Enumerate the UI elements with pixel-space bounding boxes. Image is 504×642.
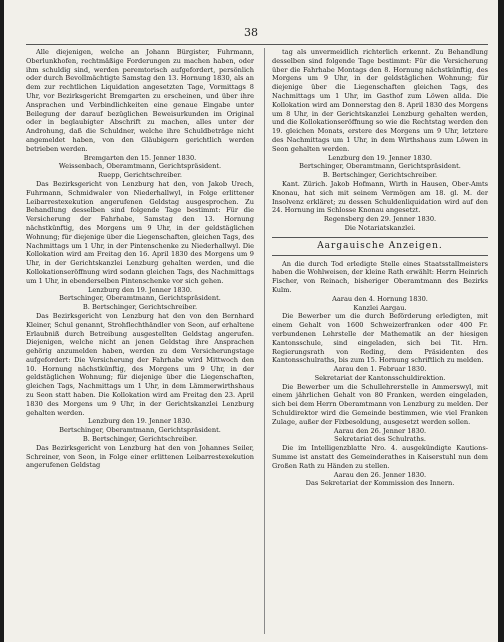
notice-paragraph: Das Bezirksgericht von Lenzburg hat den von den Bernhard Kleiner, Schul genannt, Strohflechthändler von Seon, auf erhaltene Erlaubniß durch Betreibung ausgestellten Geldstag angerufen. Diejenigen, welche nicht an jenen Geldstag ihre Ansprachen gehörig anzumelden haben, werden zu dem Versicherungstage aufgefordert: Die Versicherung der Fahrhabe wird Mittwoch den 10. Hornung nächstkünftig, des Morgens um 9 Uhr, in der geldstäglichen Wohnung; für diejenige über die Liegenschaften, gleichen Tags, Nachmittags um 1 Uhr, in dem Lämmerwirthshaus zu Seon statt haben. Die Kollokation wird am Freitag den 23. April 1830 des Morgens um 9 Uhr, in der Gerichtskanzlei Lenzburg gehalten werden. [26, 311, 254, 417]
notice-date: Lenzburg den 19. Jenner 1830. [87, 285, 193, 294]
clerk-signature: B. Bertschinger, Gerichtschreiber. [82, 303, 198, 312]
notice-paragraph: Die Bewerber um die durch Beförderung erledigten, mit einem Gehalt von 1600 Schweizerfranken oder 400 Fr. verbundenen Lehrstelle der Mathematik an der hiesigen Kantonsschule, sind eingeladen, sich bei Tit. Hrn. Regierungsrath von Reding, dem Präsidenten des Kantonsschulraths, bis zum 15. Hornung schriftlich zu melden. [272, 312, 488, 365]
notice-date: Bremgarten den 15. Jenner 1830. [83, 153, 197, 162]
notice-date: Aarau den 26. Jenner 1830. [333, 426, 427, 435]
right-column [272, 48, 488, 488]
section-rule [272, 237, 488, 238]
notice-paragraph: An die durch Tod erledigte Stelle eines Staatsstallmeisters haben die Wohlweisen, der kleine Rath erwählt: Herrn Heinrich Fischer, von Reinach, bisheriger Oberamtmann des Bezirks Kulm. [272, 259, 488, 294]
notice-paragraph: Das Bezirksgericht von Lenzburg hat den, von Jakob Urech, Fuhrmann, Schmidwaler von Niederhallwyl, in Folge erlittener Leibarrestexekution angerufenen Geldstag ausgesprochen. Zu Behandlung desselben sind folgende Tage bestimmt: Für die Versicherung der Fahrhabe, Samstag den 13. Hornung nächstkünftig, des Morgens um 9 Uhr, in der geldstäglichen Wohnung; für diejenige über die Liegenschaften, gleichen Tags, des Nachmittags um 1 Uhr, in der Pintenschenke zu Niederhallwyl. Die Kollokation wird am Freitag den 16. April 1830 des Morgens um 9 Uhr, in der Gerichtskanzlei Lenzburg gehalten werden, und die Kollokationseröffnung wird sodann gleichen Tags, des Nachmittags um 1 Uhr, in ebenderselben Pintenschenke vor sich gehen. [26, 179, 254, 285]
newspaper-page [4, 0, 498, 642]
notice-date: Lenzburg den 19. Jenner 1830. [327, 153, 433, 162]
notice-paragraph: Die im Intelligenzblatte Nro. 4. ausgekündigte Kautions-Summe ist anstatt des Gemeinderathes in Kaiserstuhl nun dem Großen Rath zu Händen zu stellen. [272, 444, 488, 470]
notice-paragraph: Alle diejenigen, welche an Johann Bürgister, Fuhrmann, Oberlunkhofen, rechtmäßige Forderungen zu machen haben, oder ihm schuldig sind, werden peremtorisch aufgefordert, persönlich oder durch Bevollmächtigte Samstag den 13. Hornung 1830, als an dem zur rechtlichen Liquidation angesetzten Tage, Vormittags 8 Uhr, vor Bezirksgericht Bremgarten zu erscheinen, und über ihre Ansprachen und Verbindlichkeiten eine genaue Eingabe unter Beilegung der darauf bezüglichen Beweisurkunden im Original oder in beglaubigter Abschrift zu machen, alles unter der Androhung, daß die Schuldner, welche ihre Schuldbeträge nicht angemeldet haben, von den Gläubigern gerichtlich werden betrieben werden. [26, 48, 254, 153]
top-rule [26, 44, 488, 45]
clerk-signature: Ruepp, Gerichtschreiber. [98, 171, 182, 180]
notice-date: Aarau den 1. Februar 1830. [333, 365, 427, 374]
page-number: 38 [244, 26, 258, 39]
notice-paragraph: Das Bezirksgericht von Lenzburg hat den von Johannes Seiler, Schreiner, von Seon, in Folge einer erlittenen Leibarrestexekution angerufenen Geldstag [26, 443, 254, 470]
clerk-signature: B. Bertschinger, Gerichtschreiber. [82, 435, 198, 444]
notice-date: Aarau den 4. Hornung 1830. [332, 294, 428, 303]
court-signature: Bertschinger, Oberamtmann, Gerichtspräsident. [59, 426, 221, 435]
section-heading: Aargauische Anzeigen. [317, 240, 443, 251]
clerk-signature: B. Bertschinger, Gerichtschreiber. [322, 171, 438, 180]
office-signature: Sekretariat des Schulraths. [334, 435, 426, 444]
office-signature: Das Sekretariat der Kommission des Innern. [305, 479, 455, 488]
office-signature: Kanzlei Aargau. [353, 303, 407, 312]
office-signature: Die Notariatskanzlei. [344, 223, 416, 232]
court-signature: Bertschinger, Oberamtmann, Gerichtspräsident. [59, 294, 221, 303]
court-signature: Weissenbach, Oberamtmann, Gerichtspräsident. [58, 162, 222, 171]
notice-date: Regensberg den 29. Jenner 1830. [323, 215, 437, 224]
column-divider [264, 48, 265, 634]
notice-date: Lenzburg den 19. Jenner 1830. [87, 417, 193, 426]
left-column [26, 48, 254, 470]
notice-date: Aarau den 26. Jenner 1830. [333, 470, 427, 479]
notice-paragraph: Kant. Zürich. Jakob Hofmann, Wirth in Hausen, Ober-Amts Knonau, hat sich mit seinem Vermögen am 18. gl. M. der Insolvenz erkläret; zu dessen Schuldenliquidation wird auf den 24. Hornung im Schlosse Knonau angesetzt. [272, 179, 488, 215]
court-signature: Bertschinger, Oberamtmann, Gerichtspräsident. [299, 162, 461, 171]
notice-paragraph: Die Bewerber um die Schullehrerstelle in Ammerswyl, mit einem jährlichen Gehalt von 80 Franken, werden eingeladen, sich bei dem Herrn Oberamtmann von Lenzburg zu melden. Der Schuldirektor wird die Gemeinde bestimmen, wie viel Franken Zulage, außer der Fixbesoldung, ausgesetzt werden sollen. [272, 382, 488, 426]
notice-paragraph: tag als unvermeidlich richterlich erkennt. Zu Behandlung desselben sind folgende Tage bestimmt: Für die Versicherung über die Fahrhabe Montags den 8. Hornung nächstkünftig, des Morgens um 9 Uhr, in der geldstäglichen Wohnung; für diejenige über die Liegenschaften gleichen Tags, des Nachmittags um 1 Uhr, im Gasthof zum Löwen allda. Die Kollokation wird am Donnerstag den 8. April 1830 des Morgens um 8 Uhr, in der Gerichtskanzlei Lenzburg gehalten werden, und die Kollokationseröffnung so wie die Rechtstag werden den 19. gleichen Monats, erstere des Morgens um 9 Uhr, letztere des Nachmittags um 1 Uhr, in dem Wirthshaus zum Löwen in Seon gehalten werden. [272, 48, 488, 153]
section-rule [272, 255, 488, 256]
office-signature: Sekretariat der Kantonsschuldirektion. [314, 373, 446, 382]
